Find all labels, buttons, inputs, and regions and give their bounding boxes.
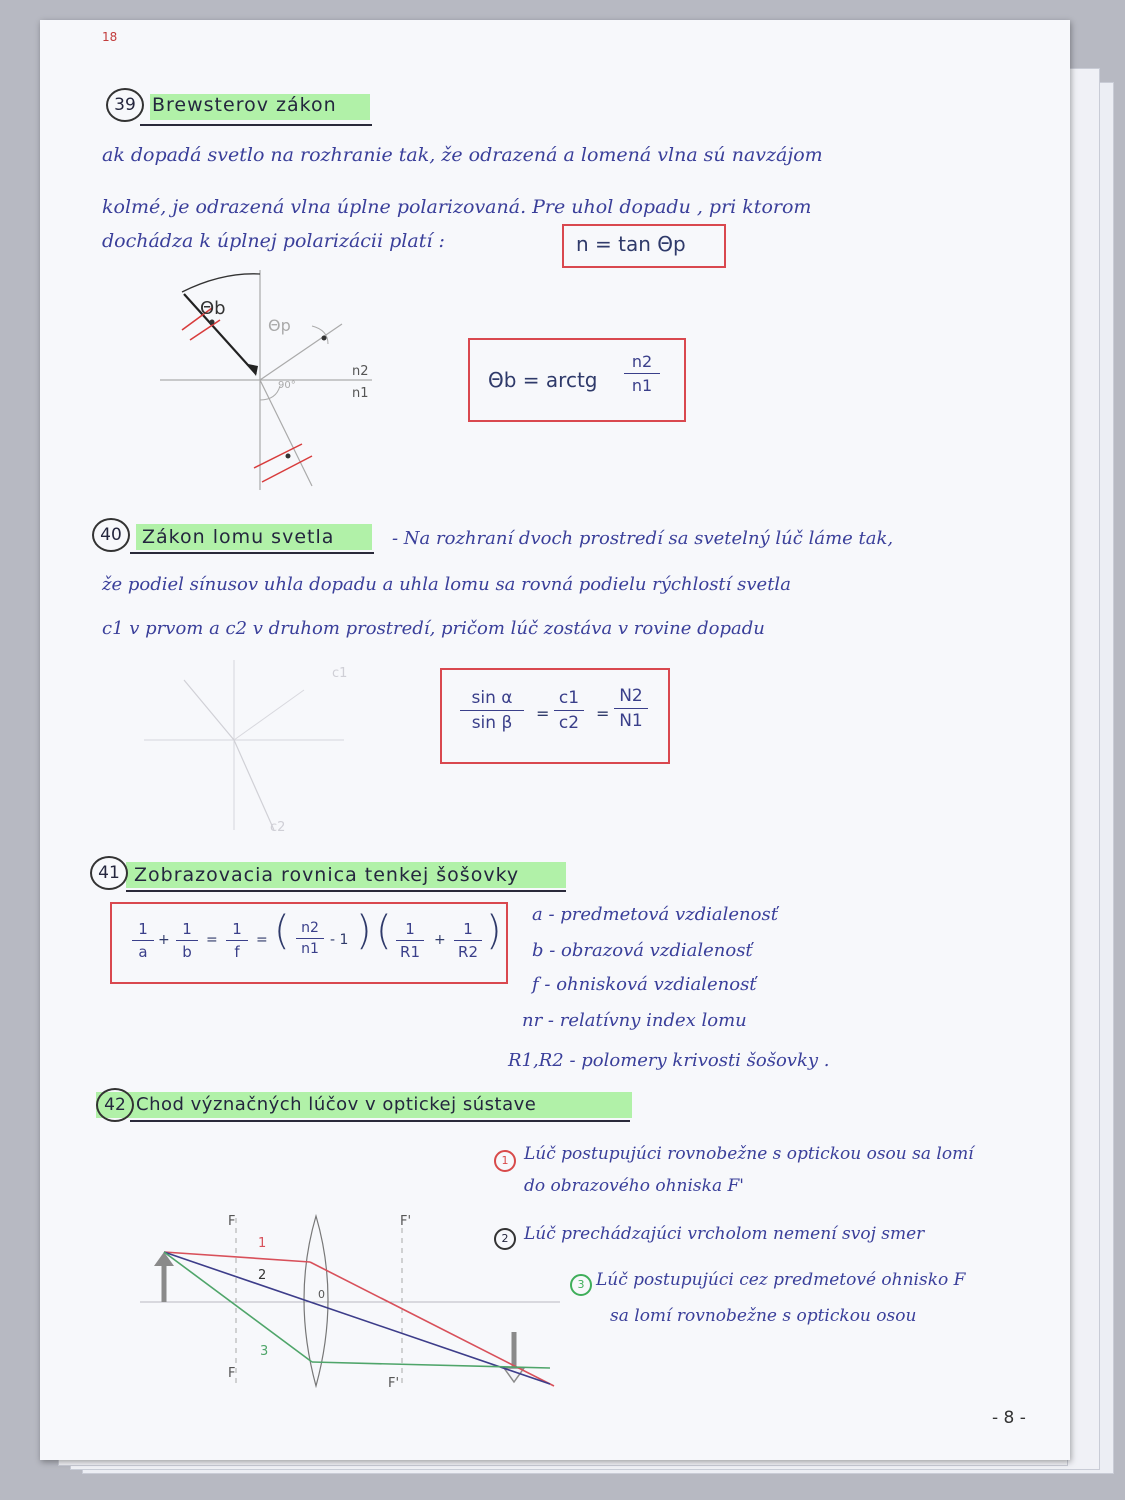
fig-Fp-top: F' bbox=[400, 1214, 412, 1229]
plus-sign: + bbox=[158, 932, 170, 948]
legend-line: a - predmetová vzdialenosť bbox=[532, 904, 778, 925]
denominator: sin β bbox=[471, 713, 513, 733]
equals-sign: = bbox=[206, 932, 218, 948]
fig-theta-b: Θb bbox=[200, 298, 226, 319]
corner-mark: 18 bbox=[102, 30, 118, 44]
paren-open: ( bbox=[376, 908, 392, 954]
numerator: 1 bbox=[405, 920, 415, 938]
ray-item-text: sa lomí rovnobežne s optickou osou bbox=[610, 1306, 917, 1326]
fraction-c bbox=[554, 688, 584, 733]
fraction-1-b bbox=[176, 920, 198, 961]
equals-sign: = bbox=[596, 704, 610, 723]
brewster-diagram bbox=[152, 264, 392, 494]
numerator: c1 bbox=[558, 688, 580, 708]
fig-F-top: F bbox=[228, 1214, 236, 1229]
numerator: n2 bbox=[631, 352, 653, 371]
ray-item-number: 3 bbox=[570, 1274, 592, 1296]
text-line: c1 v prvom a c2 v druhom prostredí, pričom lúč zostáva v rovine dopadu bbox=[102, 618, 765, 639]
text-line: že podiel sínusov uhla dopadu a uhla lomu sa rovná podielu rýchlostí svetla bbox=[102, 574, 791, 595]
denominator: a bbox=[138, 943, 148, 961]
legend-line: nr - relatívny index lomu bbox=[522, 1010, 747, 1031]
title-underline bbox=[130, 552, 374, 554]
fraction-bar bbox=[296, 938, 324, 939]
fraction-bar bbox=[396, 940, 424, 941]
equals-sign: = bbox=[536, 704, 550, 723]
ray-label-2: 2 bbox=[258, 1268, 267, 1283]
page-number: - 8 - bbox=[992, 1408, 1026, 1428]
section-number: 39 bbox=[106, 88, 144, 122]
fraction-n bbox=[614, 686, 648, 731]
numerator: n2 bbox=[301, 920, 319, 936]
text-line: kolmé, je odrazená vlna úplne polarizovaná. Pre uhol dopadu , pri ktorom bbox=[102, 196, 812, 218]
section-title: Zákon lomu svetla bbox=[142, 526, 335, 548]
fig-angle-90: 90° bbox=[278, 380, 296, 391]
plus-sign: + bbox=[434, 932, 446, 948]
legend-line: b - obrazová vzdialenosť bbox=[532, 940, 753, 961]
fraction-sin bbox=[460, 688, 524, 733]
fig-n2: n2 bbox=[352, 364, 369, 379]
section-title: Chod význačných lúčov v optickej sústave bbox=[136, 1094, 537, 1115]
fraction-1-f bbox=[226, 920, 248, 961]
fig-c1: c1 bbox=[332, 666, 348, 681]
denominator: n1 bbox=[301, 941, 319, 957]
title-underline bbox=[130, 1120, 630, 1122]
fraction-bar bbox=[454, 940, 482, 941]
text-line: ak dopadá svetlo na rozhranie tak, že odrazená a lomená vlna sú navzájom bbox=[102, 144, 823, 166]
ray-item-number: 1 bbox=[494, 1150, 516, 1172]
fraction-n2-n1 bbox=[296, 920, 324, 957]
section-title: Zobrazovacia rovnica tenkej šošovky bbox=[134, 864, 520, 886]
numerator: 1 bbox=[463, 920, 473, 938]
fraction-bar bbox=[132, 940, 154, 941]
fig-c2: c2 bbox=[270, 820, 286, 835]
ray-label-1: 1 bbox=[258, 1236, 267, 1251]
fraction-bar bbox=[624, 373, 660, 374]
section-number: 42 bbox=[96, 1088, 134, 1122]
refraction-diagram-faint bbox=[144, 660, 344, 840]
title-underline bbox=[126, 890, 566, 892]
ray-label-3: 3 bbox=[260, 1344, 269, 1359]
numerator: 1 bbox=[138, 920, 148, 938]
numerator: 1 bbox=[232, 920, 242, 938]
equals-sign: = bbox=[256, 932, 268, 948]
denominator: R1 bbox=[400, 943, 420, 961]
formula-arctg: Θb = arctg bbox=[488, 368, 598, 392]
fig-theta-p: Θp bbox=[268, 316, 291, 335]
fraction-1-r1 bbox=[396, 920, 424, 961]
numerator: sin α bbox=[471, 688, 513, 708]
numerator: 1 bbox=[182, 920, 192, 938]
section-number: 40 bbox=[92, 518, 130, 552]
denominator: f bbox=[234, 943, 240, 961]
lens-center-label: 0 bbox=[318, 1288, 325, 1301]
fraction-bar bbox=[460, 710, 524, 711]
ray-item-text: Lúč postupujúci rovnobežne s optickou osou sa lomí bbox=[524, 1144, 974, 1164]
denominator: b bbox=[182, 943, 192, 961]
formula-arctg-fraction bbox=[624, 352, 660, 395]
title-underline bbox=[140, 124, 372, 126]
notebook-page bbox=[40, 20, 1070, 1460]
fig-F-bottom: F bbox=[228, 1366, 236, 1381]
fraction-bar bbox=[554, 710, 584, 711]
denominator: R2 bbox=[458, 943, 478, 961]
fig-Fp-bottom: F' bbox=[388, 1376, 400, 1391]
denominator: N1 bbox=[619, 711, 643, 731]
ray-item-text: Lúč prechádzajúci vrcholom nemení svoj smer bbox=[524, 1224, 925, 1244]
fraction-bar bbox=[226, 940, 248, 941]
section-number: 41 bbox=[90, 856, 128, 890]
fig-n1: n1 bbox=[352, 386, 369, 401]
text-line: dochádza k úplnej polarizácii platí : bbox=[102, 230, 445, 252]
fraction-bar bbox=[176, 940, 198, 941]
formula-n-tan: n = tan Θp bbox=[576, 232, 686, 256]
text-line: - Na rozhraní dvoch prostredí sa svetelný lúč láme tak, bbox=[392, 528, 894, 549]
paren-open: ( bbox=[274, 908, 290, 954]
denominator: c2 bbox=[558, 713, 580, 733]
numerator: N2 bbox=[619, 686, 643, 706]
lens-ray-diagram bbox=[140, 1208, 560, 1418]
fraction-1-a bbox=[132, 920, 154, 961]
legend-line: R1,R2 - polomery krivosti šošovky . bbox=[508, 1050, 830, 1071]
denominator: n1 bbox=[631, 376, 653, 395]
minus-one: - 1 bbox=[330, 932, 349, 948]
legend-line: f - ohnisková vzdialenosť bbox=[532, 974, 757, 995]
ray-item-number: 2 bbox=[494, 1228, 516, 1250]
ray-item-text: Lúč postupujúci cez predmetové ohnisko F bbox=[596, 1270, 966, 1290]
ray-item-text: do obrazového ohniska F' bbox=[524, 1176, 744, 1196]
paren-close: ) bbox=[356, 908, 372, 954]
fraction-bar bbox=[614, 708, 648, 709]
section-title: Brewsterov zákon bbox=[152, 94, 337, 116]
paren-close: ) bbox=[486, 908, 502, 954]
fraction-1-r2 bbox=[454, 920, 482, 961]
